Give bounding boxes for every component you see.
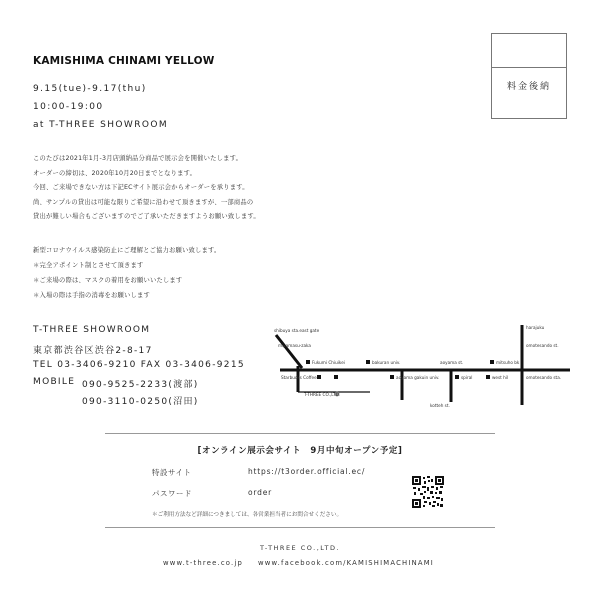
map-label-aoyamagakuin: aoyama gakuin univ. — [396, 375, 440, 380]
online-top-divider — [105, 433, 495, 434]
covid-heading: 新型コロナウイルス感染防止にご理解とご協力お願い致します。 — [33, 247, 221, 254]
mobile-number-2: 090-3110-0250(沼田) — [82, 397, 199, 407]
online-bottom-divider — [105, 527, 495, 528]
stamp-label: 料金後納 — [506, 82, 551, 92]
mobile-label: MOBILE — [33, 377, 76, 387]
covid-item-2: ＊ご来場の際は、マスクの着用をお願いいたします — [33, 277, 183, 284]
map-label-miyamasu: miyamasu-zaka — [278, 343, 311, 348]
showroom-name: T-THREE SHOWROOM — [33, 325, 151, 335]
map-marker-starbucks — [317, 375, 321, 379]
map-label-starbucks: Starbucks Coffee — [281, 375, 317, 380]
qr-code[interactable] — [412, 476, 444, 508]
map-label-mitsuho: mitsuho bk — [496, 360, 520, 365]
access-map — [270, 320, 570, 410]
map-label-aoyama: aoyama st. — [440, 360, 464, 365]
map-marker-fukumi — [306, 360, 310, 364]
map-marker-aoyamagakuin — [390, 375, 394, 379]
map-road-miyamasu — [276, 335, 302, 368]
map-label-shibuya: shibuya sta.east gate — [274, 328, 320, 333]
covid-item-1: ＊完全アポイント制とさせて頂きます — [33, 262, 144, 269]
online-note: ＊ご利用方法など詳細につきましては、各営業担当者にお問合せください。 — [152, 512, 343, 518]
collection-title: KAMISHIMA CHINAMI YELLOW — [33, 55, 215, 67]
map-marker-westhill — [486, 375, 490, 379]
stamp-divider — [492, 67, 566, 68]
footer-website-link[interactable]: www.t-three.co.jp — [163, 559, 244, 567]
footer-facebook-link[interactable]: www.facebook.com/KAMISHIMACHINAMI — [258, 559, 434, 567]
map-label-omotesando-sta: omotesando sta. — [526, 375, 562, 380]
intro-line-4: 尚、サンプルの貸出は可能な限りご希望に沿わせて頂きますが、一部商品の — [33, 199, 254, 206]
intro-line-2: オーダーの締切は、2020年10月20日までとなります。 — [33, 170, 197, 177]
map-label-bakuran: bakuran univ. — [372, 360, 401, 365]
map-label-westhill: west hil — [492, 375, 509, 380]
map-label-tthree: T-THREE CO.,LTD. — [304, 392, 341, 397]
map-label-harajuku: harajuku — [526, 325, 545, 330]
map-marker-bakuran — [366, 360, 370, 364]
site-label: 特設サイト — [152, 468, 192, 477]
event-venue: at T-THREE SHOWROOM — [33, 120, 168, 130]
password-label: パスワード — [152, 489, 192, 498]
map-marker-spiral — [455, 375, 459, 379]
intro-line-5: 貸出が難しい場合もございますのでご了承いただきますようお願い致します。 — [33, 213, 260, 220]
showroom-address: 東京都渋谷区渋谷2-8-17 — [33, 346, 153, 356]
map-label-omotesando-st: omotesando st. — [526, 343, 559, 348]
online-exhibition-title: [オンライン展示会サイト 9月中旬オープン予定] — [197, 446, 403, 456]
event-hours: 10:00-19:00 — [33, 102, 104, 112]
site-url[interactable]: https://t3order.official.ec/ — [248, 467, 366, 476]
intro-line-3: 今回、ご来場できない方は下記ECサイト展示会からオーダーを承ります。 — [33, 184, 249, 191]
intro-line-1: このたびは2021年1月-3月店頭納品分商品で展示会を開催いたします。 — [33, 155, 243, 162]
showroom-tel-fax: TEL 03-3406-9210 FAX 03-3406-9215 — [33, 360, 245, 370]
postage-stamp-box — [491, 33, 567, 119]
covid-item-3: ＊入場の際は手指の消毒をお願いします — [33, 292, 150, 299]
map-marker-mitsuho — [490, 360, 494, 364]
map-label-kotteh: kotteh st. — [430, 403, 450, 408]
event-dates: 9.15(tue)-9.17(thu) — [33, 84, 147, 94]
password-value: order — [248, 488, 272, 497]
map-label-spiral: spiral — [461, 375, 473, 380]
map-marker-tsubameya — [334, 375, 338, 379]
mobile-number-1: 090-9525-2233(渡部) — [82, 380, 199, 390]
footer-company: T-THREE CO.,LTD. — [259, 544, 341, 552]
map-label-fukumi: Fukumi Chiuikei — [312, 360, 345, 365]
